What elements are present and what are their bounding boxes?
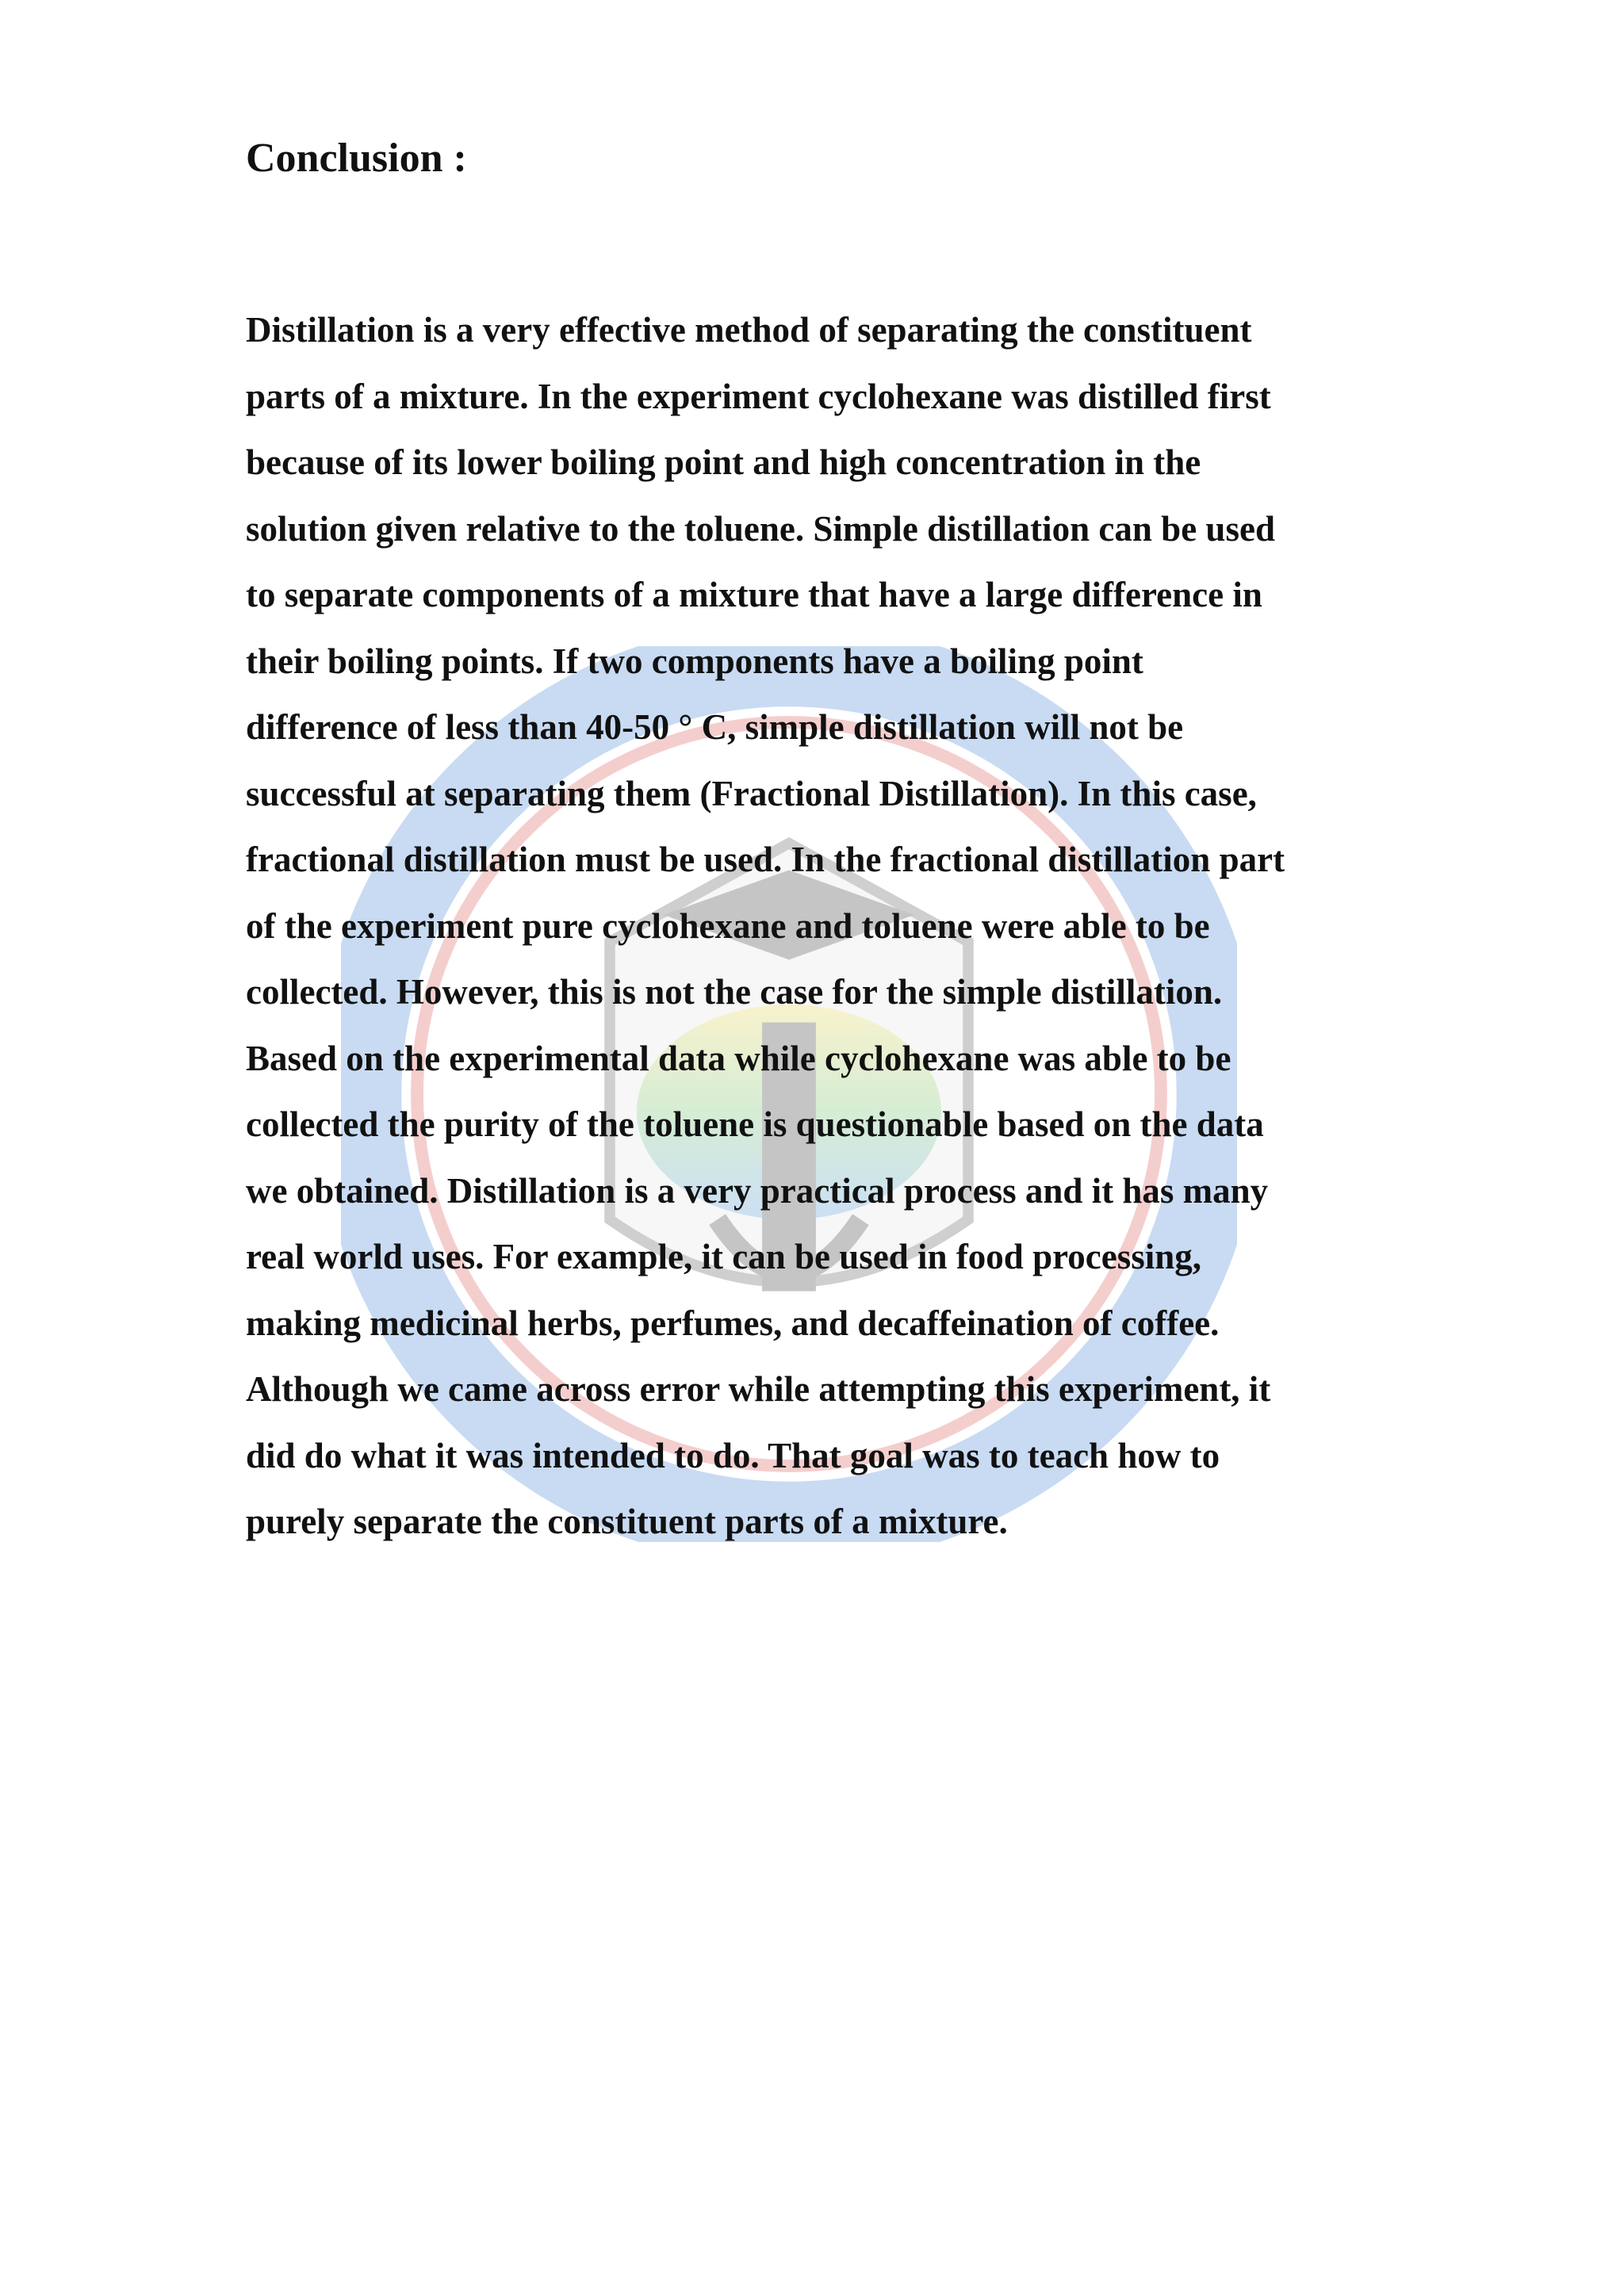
- paragraph-line: purely separate the constituent parts of a mixture.: [246, 1502, 1008, 1541]
- paragraph-line: because of its lower boiling point and high concentration in the: [246, 442, 1201, 482]
- paragraph-line: of the experiment pure cyclohexane and toluene were able to be: [246, 905, 1210, 946]
- document-page: [246, 131, 1388, 1556]
- paragraph-line: difference of less than 40-50 ° C, simple distillation will not be: [246, 707, 1184, 747]
- paragraph-line: Distillation is a very effective method of separating the constituent: [246, 310, 1252, 350]
- paragraph-line: their boiling points. If two components have a boiling point: [246, 641, 1143, 681]
- paragraph-line: collected the purity of the toluene is questionable based on the data: [246, 1104, 1264, 1144]
- paragraph-line: fractional distillation must be used. In the fractional distillation part: [246, 840, 1285, 879]
- paragraph-line: Although we came across error while attempting this experiment, it: [246, 1369, 1271, 1409]
- paragraph-line: successful at separating them (Fractional Distillation). In this case,: [246, 773, 1257, 813]
- paragraph-line: to separate components of a mixture that have a large difference in: [246, 575, 1262, 614]
- paragraph-line: collected. However, this is not the case for the simple distillation.: [246, 972, 1223, 1012]
- paragraph-line: did do what it was intended to do. That goal was to teach how to: [246, 1435, 1220, 1475]
- paragraph-line: solution given relative to the toluene. Simple distillation can be used: [246, 508, 1275, 549]
- paragraph-line: we obtained. Distillation is a very practical process and it has many: [246, 1170, 1269, 1211]
- paragraph-line: Based on the experimental data while cyclohexane was able to be: [246, 1038, 1231, 1078]
- paragraph-line: making medicinal herbs, perfumes, and decaffeination of coffee.: [246, 1303, 1220, 1343]
- conclusion-paragraph: [246, 297, 1388, 1556]
- page-title: Conclusion :: [246, 136, 467, 181]
- paragraph-line: real world uses. For example, it can be used in food processing,: [246, 1237, 1202, 1276]
- paragraph-line: parts of a mixture. In the experiment cyclohexane was distilled first: [246, 376, 1271, 416]
